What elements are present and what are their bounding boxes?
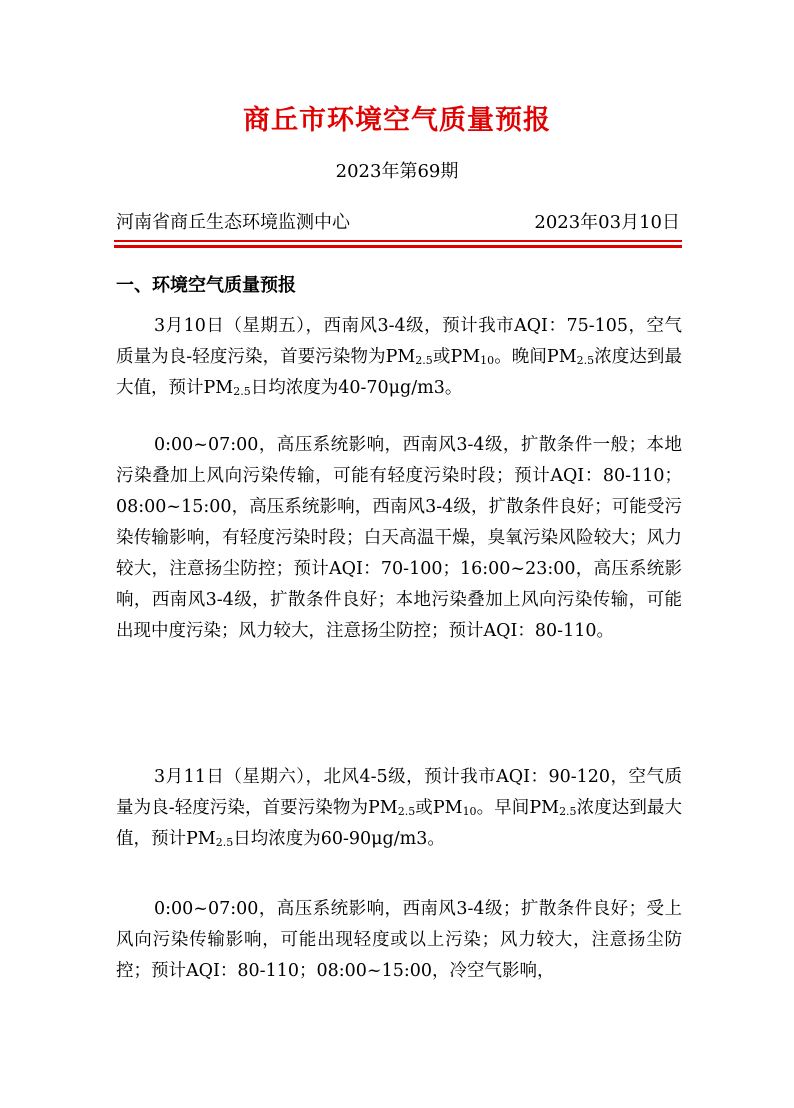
section-heading: 一、环境空气质量预报: [116, 275, 296, 296]
text-run: 日均浓度为60-90μg/m3。: [233, 829, 445, 849]
text-run: 。晚间PM: [494, 347, 577, 367]
subscript: 2.5: [233, 385, 251, 398]
subscript: 2.5: [576, 354, 595, 367]
subscript: 2.5: [559, 805, 577, 818]
hourly-forecast-mar11: 0:00~07:00，高压系统影响，西南风3-4级；扩散条件良好；受上风向污染传输影响，可能出现轻度或以上污染；风力较大，注意扬尘防控；预计AQI：80-110；08:00~15:00，冷空气影响，: [116, 899, 682, 981]
document-title: 商丘市环境空气质量预报: [243, 105, 551, 136]
forecast-paragraph-mar11: [116, 762, 682, 855]
issuing-organization: 河南省商丘生态环境监测中心: [116, 212, 350, 233]
text-run: 浓度达到最大值，预计PM: [116, 347, 683, 398]
subscript: 2.5: [397, 805, 416, 818]
text-run: 日均浓度为40-70μg/m3。: [250, 378, 463, 398]
subscript: 10: [462, 805, 477, 818]
text-run: 。早间PM: [476, 798, 560, 818]
text-run: 或PM: [415, 798, 463, 818]
subscript: 2.5: [215, 836, 234, 849]
issue-number: 2023年第69期: [335, 161, 459, 182]
header-divider-thin: [114, 240, 682, 242]
text-run: 3月10日（星期五），西南风3-4级，预计我市AQI：75-105，空气质量为良-轻度污染，首要污染物为PM: [116, 316, 682, 367]
subscript: 10: [480, 354, 495, 367]
text-run: 浓度达到最大值，预计PM: [116, 798, 683, 849]
header-divider-thick: [114, 245, 682, 248]
subscript: 2.5: [415, 354, 433, 367]
issue-date: 2023年03月10日: [534, 212, 680, 233]
text-run: 3月11日（星期六），北风4-5级，预计我市AQI：90-120，空气质量为良-轻度污染，首要污染物为PM: [116, 767, 682, 818]
forecast-paragraph-mar10: [116, 311, 682, 404]
text-run: 或PM: [432, 347, 481, 367]
hourly-forecast-mar10: 0:00~07:00，高压系统影响，西南风3-4级，扩散条件一般；本地污染叠加上风向污染传输，可能有轻度污染时段；预计AQI：80-110；08:00~15:00，高压系统影响，西南风3-4级，扩散条件良好；可能受污染传输影响，有轻度污染时段；白天高温干燥，臭氧污染风险较大；风力较大，注意扬尘防控；预计AQI：70-100；16:00~23:00，高压系统影响，西南风3-4级，扩散条件良好；本地污染叠加上风向污染传输，可能出现中度污染；风力较大，注意扬尘防控；预计AQI：80-110。: [116, 435, 682, 641]
